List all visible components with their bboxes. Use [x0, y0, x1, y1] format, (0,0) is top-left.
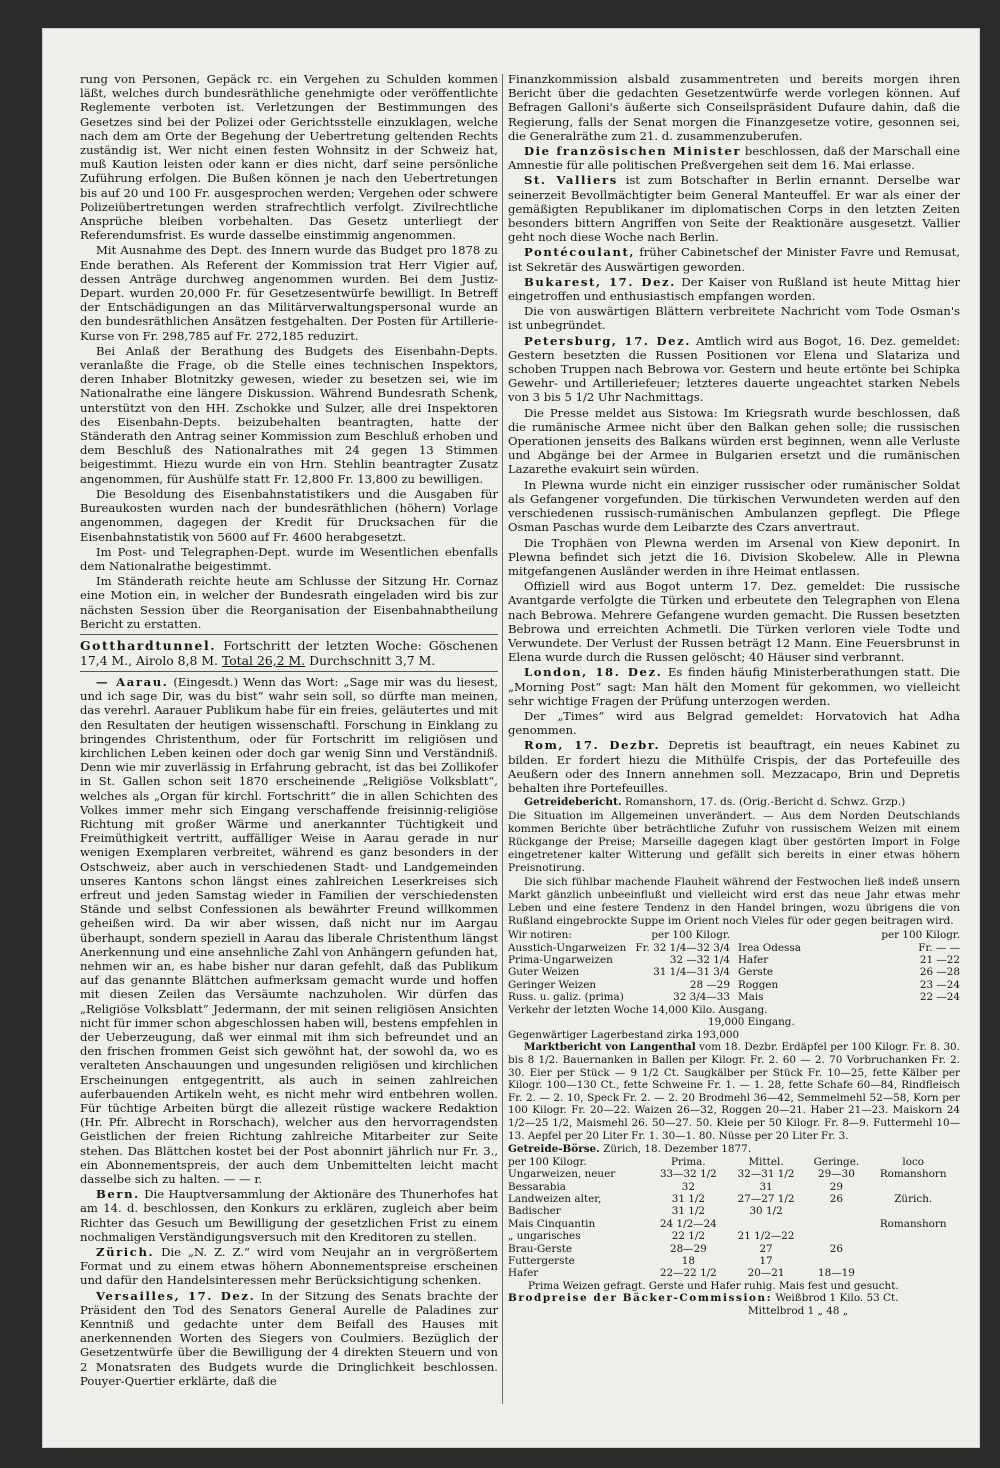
article-text: Im Post- und Telegraphen-Dept. wurde im Wesentlichen ebenfalls dem Nationalrathe beigestimmt. — [80, 544, 498, 573]
article-bern — [80, 1187, 498, 1244]
grain-name: Irea Odessa — [738, 941, 801, 954]
grain-report-header — [508, 796, 960, 809]
grain-name: Prima-Ungarweizen — [508, 953, 613, 966]
section-heading: London, 18. Dez. — [524, 665, 663, 680]
exchange-table — [508, 1156, 960, 1280]
bread-price: Weißbrod 1 Kilo. 53 Ct. — [775, 1292, 899, 1305]
section-heading: Pontécoulant, — [524, 245, 636, 260]
exchange-column-header: Mittel. — [748, 1155, 784, 1168]
table-cell: Futtergerste — [508, 1254, 575, 1267]
article-text: Die Situation im Allgemeinen unverändert. — Aus dem Norden Deutschlands kommen Berichte über beträchtliche Zufuhr von russischem Weizen mit einem Rückgange der Preise; Marseille dagegen klagt über gestörten Import in Folge eingetretener kalter Witterung und gefällt sich bereits in einer etwas höhern Preisnotirung. — [508, 810, 960, 875]
article-zuerich — [80, 1245, 498, 1288]
article-text: vom 18. Dezbr. Erdäpfel per 100 Kilogr. Fr. 8. 30. bis 8 1/2. Bauernanken in Ballen per Kilogr. Fr. 2. 60 — 2. 70 Vorbruchanken Fr. 2. 30. Eier per Stück — 9 1/2 Ct. Saugkälber per Stück Fr. 10—25, fette Kälber per Kilogr. 100—130 Ct., fette Schweine Fr. 1. — 1. 28, fette Schafe 60—84, Rindfleisch Fr. 2. — 2. 10, Speck Fr. 2. — 2. 20 Brodmehl 36—42, Semmelmehl 52—58, Korn per 100 Kilogr. Fr. 20—22. Waizen 26—32, Roggen 20—21. Haber 21—23. Maiskorn 24 1/2—25 1/2, Maismehl 26. 50—27. 50. Kleie per 50 Kilogr. Fr. 8—9. Futtermehl 10—13. Aepfel per 20 Liter Fr. 1. 30—1. 80. Nüsse per 20 Liter Fr. 3. — [508, 1041, 960, 1142]
traffic-line: 19,000 Eingang. — [708, 1016, 795, 1029]
grain-exchange — [508, 1143, 960, 1317]
exchange-table-body — [508, 1168, 960, 1280]
price-row — [508, 979, 730, 991]
table-cell — [806, 1205, 869, 1217]
table-cell: 18 — [681, 1254, 695, 1267]
grain-name: Gerste — [738, 966, 774, 979]
price-row — [508, 954, 730, 966]
table-cell: Bessarabia — [508, 1180, 566, 1193]
table-row — [508, 1218, 960, 1230]
table-cell: Brau-Gerste — [508, 1242, 573, 1255]
table-cell — [869, 1230, 960, 1242]
grain-name: Mais — [738, 991, 764, 1004]
section-heading: Die französischen Minister — [524, 144, 742, 159]
grain-price: 23 —24 — [919, 978, 960, 991]
table-cell — [869, 1267, 960, 1279]
section-heading: St. Valliers — [524, 173, 618, 188]
article-petersburg — [508, 334, 960, 405]
price-list — [508, 942, 730, 1004]
price-header-label: Wir notiren: — [508, 929, 572, 942]
table-cell — [806, 1218, 869, 1230]
separator-rule — [80, 671, 498, 672]
article-text: Bei Anlaß der Berathung des Budgets des Eisenbahn-Depts. veranlaßte die Frage, ob die Stelle eines technischen Inspektors, deren Inhaber Blotnitzky gewesen, wieder zu besetzen sei, wie im Nationalrathe eine längere Diskussion. Während Bundesrath Schenk, unterstützt von den HH. Zschokke und Sulzer, alle drei Inspektoren des Eisenbahn-Depts. beizubehalten beantragten, hatte der Ständerath den Antrag seiner Kommission zum Beschluß erhoben und dem Beschluß des Nationalrathes mit 24 gegen 13 Stimmen beigestimmt. Hiezu wurde ein von Hrn. Stehlin beantragter Zusatz angenommen, für Aushülfe statt Fr. 12,800 Fr. 13,800 zu bewilligen. — [80, 343, 498, 486]
grain-price: 32 —32 1/4 — [669, 953, 730, 966]
table-cell: 18—19 — [817, 1267, 855, 1280]
grain-name: Roggen — [738, 978, 779, 991]
table-cell: 22—22 1/2 — [659, 1267, 717, 1280]
section-heading: Gotthardtunnel. — [80, 637, 217, 653]
article-rom — [508, 738, 960, 795]
article-text: Es finden häufig Ministerberathungen statt. Die „Morning Post“ sagt: Man hält den Moment für gekommen, wo vielleicht sehr wichtige Fragen der Prüfung unterzogen werden. — [508, 665, 960, 708]
article-text: beschlossen, daß der Marschall eine Amnestie für alle politischen Preßvergehen seit dem 16. Mai erlasse. — [508, 144, 960, 173]
grain-price-table — [508, 929, 960, 1003]
section-heading: Brodpreise der Bäcker-Commission: — [508, 1292, 773, 1305]
table-row — [508, 1255, 960, 1267]
grain-price: 21 —22 — [919, 953, 960, 966]
table-cell: 29 — [829, 1180, 844, 1193]
article-text: Offiziell wird aus Bogot unterm 17. Dez. gemeldet: Die russische Avantgarde verfolgte die Türken und erbeutete den Telegraphen von Elena nach Bebrowa. Mehrere Gefangene wurden gemacht. Die Russen besetzten Bebrowa und erreichten Achmetli. Die Türken verloren viele Todte und Verwundete. Der Verlust der Russen beträgt 12 Mann. Eine Feuersbrunst in Elena wurde durch die Russen gelöscht; 40 Häuser sind verbrannt. — [508, 579, 960, 665]
traffic-line: Verkehr der letzten Woche 14,000 Kilo. Ausgang. — [508, 1003, 768, 1016]
table-cell — [729, 1218, 807, 1230]
price-row — [738, 954, 960, 966]
price-header — [738, 929, 960, 941]
grain-price: Fr. — — — [918, 941, 960, 954]
table-cell: 30 1/2 — [749, 1205, 783, 1218]
price-row — [508, 991, 730, 1003]
table-cell: 31 — [759, 1180, 773, 1193]
grain-name: Geringer Weizen — [508, 978, 597, 991]
table-cell: 33—32 1/2 — [659, 1168, 717, 1181]
right-column — [508, 72, 960, 1412]
article-text: Finanzkommission alsbald zusammentreten und bereits morgen ihren Bericht über die gedachten Gesetzentwürfe werde vorlegen können. Auf Befragen Galloni's äußerte sich Conseilspräsident Dufaure dahin, daß die Regierung, falls der Senat morgen die Finanzgesetze votire, gesonnen sei, die Generalräthe zum 21. d. zusammenzuberufen. — [508, 72, 960, 143]
article-text: Die von auswärtigen Blättern verbreitete Nachricht vom Tode Osman's ist unbegründet. — [508, 304, 960, 333]
exchange-column-header: Geringe. — [813, 1155, 860, 1168]
article-text: Amtlich wird aus Bogot, 16. Dez. gemeldet: Gestern besetzten die Russen Positionen vor Elena und Slatariza und schoben Truppen nach Bebrowa vor. Gestern und heute ertönte bei Schipka Gewehr- und Artilleriefeuer; letzteres dauerte ungeachtet starken Nebels von 3 bis 5 1/2 Uhr Nachmittags. — [508, 333, 960, 405]
price-row — [738, 942, 960, 954]
table-cell: 29—30 — [817, 1168, 855, 1181]
article-text: In der Sitzung des Senats brachte der Präsident den Tod des Senators General Aurelle de Paladines zur Kenntniß und gedachte unter dem Beifall des Hauses mit anerkennenden Worten des Siegers von Coulmiers. Bezüglich der Gesetzentwürfe über die Bewilligung der 4 direkten Steuern und von 2 Monatsraten des Budgets wurde die Dringlichkeit beschlossen. Pouyer-Quertier erklärte, daß die — [80, 1288, 498, 1388]
article-langenthal — [508, 1041, 960, 1142]
section-heading: Bukarest, 17. Dez. — [524, 274, 676, 289]
table-row — [508, 1230, 960, 1242]
article-text: Mit Ausnahme des Dept. des Innern wurde das Budget pro 1878 zu Ende berathen. Als Referent der Kommission trat Herr Vigier auf, dessen Anträge durchweg angenommen wurden. Bei dem Justiz-Depart. wurden 20,000 Fr. für Gesetzesentwürfe bewilligt. In Betreff der Entschädigungen an das Militärverwaltungspersonal wurde an den bundesräthlichen Ansätzen festgehalten. Der Posten für Artillerie-Kurse von Fr. 298,785 auf Fr. 272,185 reduzirt. — [80, 243, 498, 343]
table-cell: 26 — [829, 1242, 844, 1255]
exchange-column-header: loco — [902, 1155, 925, 1168]
grain-price-right — [738, 929, 960, 1003]
report-source: Romanshorn, 17. ds. (Orig.-Bericht d. Schwz. Grzp.) — [625, 796, 906, 809]
price-row — [508, 942, 730, 954]
price-unit: per 100 Kilogr. — [651, 929, 730, 942]
table-cell: 27 — [759, 1242, 773, 1255]
grain-name: Russ. u. galiz. (prima) — [508, 991, 624, 1004]
table-cell — [869, 1243, 960, 1255]
price-row — [508, 966, 730, 978]
price-header — [508, 929, 730, 941]
section-heading: Marktbericht von Langenthal — [524, 1041, 696, 1054]
grain-price: 28 —29 — [689, 978, 730, 991]
table-cell: Badischer — [508, 1205, 561, 1218]
grain-price: Fr. 32 1/4—32 3/4 — [635, 941, 730, 954]
article-valliers — [508, 173, 960, 244]
article-text: Die Hauptversammlung der Aktionäre des Thunerhofes hat am 14. d. beschlossen, den Konkurs zu erklären, zugleich aber beim Richter das Gesuch um Bewilligung der gesetzlichen Frist zu einem nochmaligen Verständigungsversuch mit den Kreditoren zu stellen. — [80, 1187, 498, 1244]
table-cell: 31 1/2 — [671, 1192, 705, 1205]
gotthard-average: Durchschnitt 3,7 M. — [309, 652, 436, 668]
article-london — [508, 665, 960, 708]
gotthard-report — [80, 638, 498, 668]
article-text: Der „Times“ wird aus Belgrad gemeldet: Horvatovich hat Adha genommen. — [508, 708, 960, 738]
table-row — [508, 1243, 960, 1255]
column-divider — [502, 74, 503, 1404]
article-ministers — [508, 144, 960, 172]
table-cell: 31 1/2 — [671, 1205, 705, 1218]
table-row — [508, 1205, 960, 1217]
article-text: Die Besoldung des Eisenbahnstatistikers und die Ausgaben für Bureaukosten wurden nach der bundesräthlichen (höhern) Vorlage angenommen, dagegen der Kredit für Drucksachen für die Eisenbahnstatistik von 5600 auf Fr. 4600 herabgesetzt. — [80, 486, 498, 544]
section-heading: Bern. — [96, 1187, 140, 1202]
price-row — [738, 991, 960, 1003]
left-column — [80, 72, 498, 1412]
article-text: rung von Personen, Gepäck rc. ein Vergehen zu Schulden kommen läßt, welches durch bundesräthliche genehmigte oder veröffentlichte Reglemente verboten ist. Verletzungen der Bestimmungen des Gesetzes sind bei der Polizei oder Gerichtsstelle einzuklagen, welche nach dem am Orte der Begehung der Uebertretung geltenden Rechts zuständig ist. Wer nicht einen festen Wohnsitz in der Schweiz hat, muß Kaution leisten oder kann er dies nicht, darf seine persönliche Zuführung erfolgen. Die Bußen können je nach den Uebertretungen bis auf 20 und 100 Fr. ausgesprochen werden; Vergehen oder schwere Polizeiübertretungen werden strafrechtlich verfolgt. Zivilrechtliche Ansprüche bleiben vorbehalten. Das Gesetz unterliegt der Referendumsfrist. Es wurde dasselbe einstimmig angenommen. — [80, 72, 498, 243]
section-heading: Rom, 17. Dezbr. — [524, 738, 661, 753]
traffic-summary — [508, 1004, 960, 1042]
section-heading: Versailles, 17. Dez. — [96, 1288, 256, 1303]
section-heading: Zürich. — [96, 1245, 155, 1260]
table-cell: 17 — [759, 1254, 773, 1267]
price-list — [738, 942, 960, 1004]
article-text: (Eingesdt.) Wenn das Wort: „Sage mir was du liesest, und ich sage Dir, was du bist“ wahr sein soll, so dürfte man meinen, das verehrl. Aarauer Publikum habe für ein freies, geläutertes und mit den Resultaten der heutigen wissenschaftl. Forschung in Einklang zu bringendes Christenthum, oder für Fortschritt im religiösen und kirchlichen Leben keinen oder doch gar wenig Sinn und Verständniß. Denn wie mir zuverlässig in Erfahrung gebracht, ist das bei Zollikofer in St. Gallen schon seit 1870 erscheinende „Religiöse Volksblatt“, welches als „Organ für kirchl. Fortschritt“ die in allen Schichten des Volkes immer mehr sich Eingang verschaffende freisinnig-religiöse Richtung mit großer Wärme und anerkannter Tüchtigkeit und Freimüthigkeit vertritt, auffälliger Weise in Aarau gerade in nur wenigen Exemplaren verbreitet, während es ganz besonders in der Ostschweiz, aber auch in verschiedenen Stadt- und Landgemeinden unseres Kantons schon längst eines zahlreichen Leserkreises sich erfreut und jeden Samstag wieder in Familien der verschiedensten Stände und selbst Confessionen als bewährter Freund willkommen geheißen wird. Da wir aber wissen, daß nicht nur im Aargau überhaupt, sondern speziell in Aarau das liberale Christenthum längst Anerkennung und eine ansehnliche Zahl von Anhängern gefunden hat, nehmen wir an, es habe bisher nur daran gefehlt, daß das Publikum auf das genannte Blättchen aufmerksam gemacht wurde und hoffen mit diesen Zeilen das Versäumte nachzuholen. Wir dürfen das „Religiöse Volksblatt“ Jedermann, der mit seinen religiösen Ansichten nicht für immer schon abgeschlossen haben will, bestens empfehlen in der Ueberzeugung, daß wer einmal mit ihm sich befreundet und an den frischen frommen Geist sich gewöhnt hat, der sowohl da, wo es veralteten Anschauungen und ungesunden religiösen und kirchlichen Erscheinungen entgegentritt, als auch in seinen zahlreichen auferbauenden Artikeln weht, es nicht mehr wird entbehren wollen. Für tüchtige Arbeiten bürgt die allezeit rüstige wackere Redaktion (Hr. Pfr. Albrecht in Rorschach), welcher aus den hervorragendsten Geistlichen der freien Richtung zahlreiche Mitarbeiter zur Seite stehen. Das Blättchen kostet bei der Post abonnirt jährlich nur Fr. 3., ein Abonnementspreis, der auch dem Unbemittelten leicht macht dasselbe sich zu halten. — — r. — [80, 674, 498, 1187]
table-row — [508, 1267, 960, 1279]
table-cell: 32 — [681, 1180, 695, 1193]
table-cell: Hafer — [508, 1267, 539, 1280]
table-row — [508, 1181, 960, 1193]
table-cell: Landweizen alter, — [508, 1192, 602, 1205]
section-heading: Petersburg, 17. Dez. — [524, 333, 691, 348]
grain-price: 26 —28 — [919, 966, 960, 979]
table-cell: 27—27 1/2 — [737, 1192, 795, 1205]
table-cell: 26 — [829, 1192, 844, 1205]
article-text: In Plewna wurde nicht ein einziger russischer oder rumänischer Soldat als Gefangener vorgefunden. Die türkischen Verwundeten werden auf den verschiedenen russisch-rumänischen Ambulanzen gepflegt. Die Pflege Osman Paschas wurde dem Leibarzte des Czars anvertraut. — [508, 477, 960, 535]
article-text: Depretis ist beauftragt, ein neues Kabinet zu bilden. Er fordert hiezu die Mithülfe Crispis, der das Portefeuille des Aeußern oder des Innern annehmen soll. Mezzacapo, Brin und Depretis behalten ihre Portefeuilles. — [508, 738, 960, 795]
article-pontecoulant — [508, 245, 960, 273]
article-text: Die Presse meldet aus Sistowa: Im Kriegsrath wurde beschlossen, daß die rumänische Armee nicht über den Balkan gehen solle; die russischen Operationen jenseits des Balkans würden erst beginnen, wenn alle Verluste und Abgänge bei der Armee in Bulgarien ersetzt und die rumänischen Lazarethe evakuirt sein würden. — [508, 405, 960, 477]
exchange-column-header: per 100 Kilogr. — [508, 1155, 587, 1168]
grain-price: 22 —24 — [919, 991, 960, 1004]
grain-name: Guter Weizen — [508, 966, 580, 979]
grain-name: Ausstich-Ungarweizen — [508, 941, 627, 954]
table-cell: „ ungarisches — [508, 1230, 581, 1243]
price-row — [738, 979, 960, 991]
article-text: früher Cabinetschef der Minister Favre und Remusat, ist Sekretär des Auswärtigen geworden. — [508, 245, 960, 274]
table-cell: Ungarweizen, neuer — [508, 1168, 616, 1181]
article-text: Die sich fühlbar machende Flauheit während der Festwochen ließ indeß unsern Markt gänzlich unbeeinflußt und vielleicht wird erst das neue Jahr etwas mehr Leben und eine festere Tendenz in den Handel bringen, wozu übrigens die von Rußland eingebrockte Suppe im Orient noch Vieles für oder gegen beitragen wird. — [508, 876, 960, 928]
table-cell — [869, 1205, 960, 1217]
table-cell — [869, 1181, 960, 1193]
grain-price: 31 1/4—31 3/4 — [653, 966, 730, 979]
table-cell: 22 1/2 — [671, 1230, 705, 1243]
section-heading: — Aarau. — [96, 674, 169, 689]
price-row — [738, 966, 960, 978]
gotthard-progress: Fortschritt der letzten Woche: Göschenen 17,4 M., Airolo 8,8 M. — [80, 637, 498, 668]
section-heading: Getreidebericht. — [524, 796, 622, 809]
table-cell: Romanshorn — [879, 1217, 947, 1230]
table-cell: 20—21 — [747, 1267, 785, 1280]
exchange-date: Zürich, 18. Dezember 1877. — [603, 1143, 752, 1156]
article-text: Im Ständerath reichte heute am Schlusse der Sitzung Hr. Cornaz eine Motion ein, in welcher der Bundesrath eingeladen wird bis zur nächsten Session über die Reorganisation der Eisenbahnabtheilung Bericht zu erstatten. — [80, 574, 498, 631]
article-bukarest — [508, 275, 960, 303]
table-cell — [806, 1255, 869, 1267]
gotthard-total: Total 26,2 M. — [221, 652, 306, 668]
newspaper-page — [42, 28, 980, 1448]
article-text: Der Kaiser von Rußland ist heute Mittag hier eingetroffen und enthusiastisch empfangen worden. — [508, 274, 960, 304]
exchange-column-header: Prima. — [671, 1155, 706, 1168]
article-text: Die „N. Z. Z.“ wird vom Neujahr an in vergrößertem Format und zu einem etwas höhern Abonnementspreise erscheinen und dafür den Handelsinteressen mehr Berücksichtigung schenken. — [80, 1245, 498, 1288]
separator-rule — [80, 634, 498, 635]
price-unit: per 100 Kilogr. — [881, 929, 960, 942]
bread-prices — [508, 1292, 960, 1305]
grain-price: 32 3/4—33 — [673, 991, 730, 1004]
table-cell: Mais Cinquantin — [508, 1217, 596, 1230]
table-row — [508, 1193, 960, 1205]
grain-name: Hafer — [738, 953, 769, 966]
article-text: ist zum Botschafter in Berlin ernannt. Derselbe war seinerzeit Bevollmächtigter beim General Manteuffel. Er war als einer der gemäßigten Republikaner im diplomatischen Corps in den letzten Zeiten besonders bittern Angriffen von Seite der Reaktionäre ausgesetzt. Vallier geht noch diese Woche nach Berlin. — [508, 173, 960, 245]
table-cell: 21 1/2—22 — [737, 1230, 795, 1243]
table-cell: 24 1/2—24 — [659, 1217, 717, 1230]
article-text: Die Trophäen von Plewna werden im Arsenal von Kiew deponirt. In Plewna befindet sich jetzt die 16. Division Skobelew. Alle in Plewna mitgefangenen Ausländer werden in ihre Heimat entlassen. — [508, 535, 960, 578]
table-cell: Romanshorn — [879, 1168, 947, 1181]
table-cell: 28—29 — [669, 1242, 707, 1255]
table-cell — [806, 1230, 869, 1242]
table-cell — [869, 1255, 960, 1267]
table-cell: 32—31 1/2 — [737, 1168, 795, 1181]
table-row — [508, 1168, 960, 1180]
grain-price-left — [508, 929, 730, 1003]
exchange-note: Prima Weizen gefragt. Gerste und Hafer ruhig. Mais fest und gesucht. — [528, 1279, 899, 1292]
section-heading: Getreide-Börse. — [508, 1143, 600, 1156]
bread-price: Mittelbrod 1 „ 48 „ — [748, 1304, 849, 1317]
exchange-header — [508, 1143, 960, 1156]
article-aarau — [80, 675, 498, 1186]
stock-line: Gegenwärtiger Lagerbestand zirka 193,000 — [508, 1028, 740, 1041]
table-cell: Zürich. — [894, 1192, 933, 1205]
grain-report — [508, 796, 960, 928]
exchange-table-head — [508, 1156, 960, 1168]
article-versailles — [80, 1289, 498, 1388]
